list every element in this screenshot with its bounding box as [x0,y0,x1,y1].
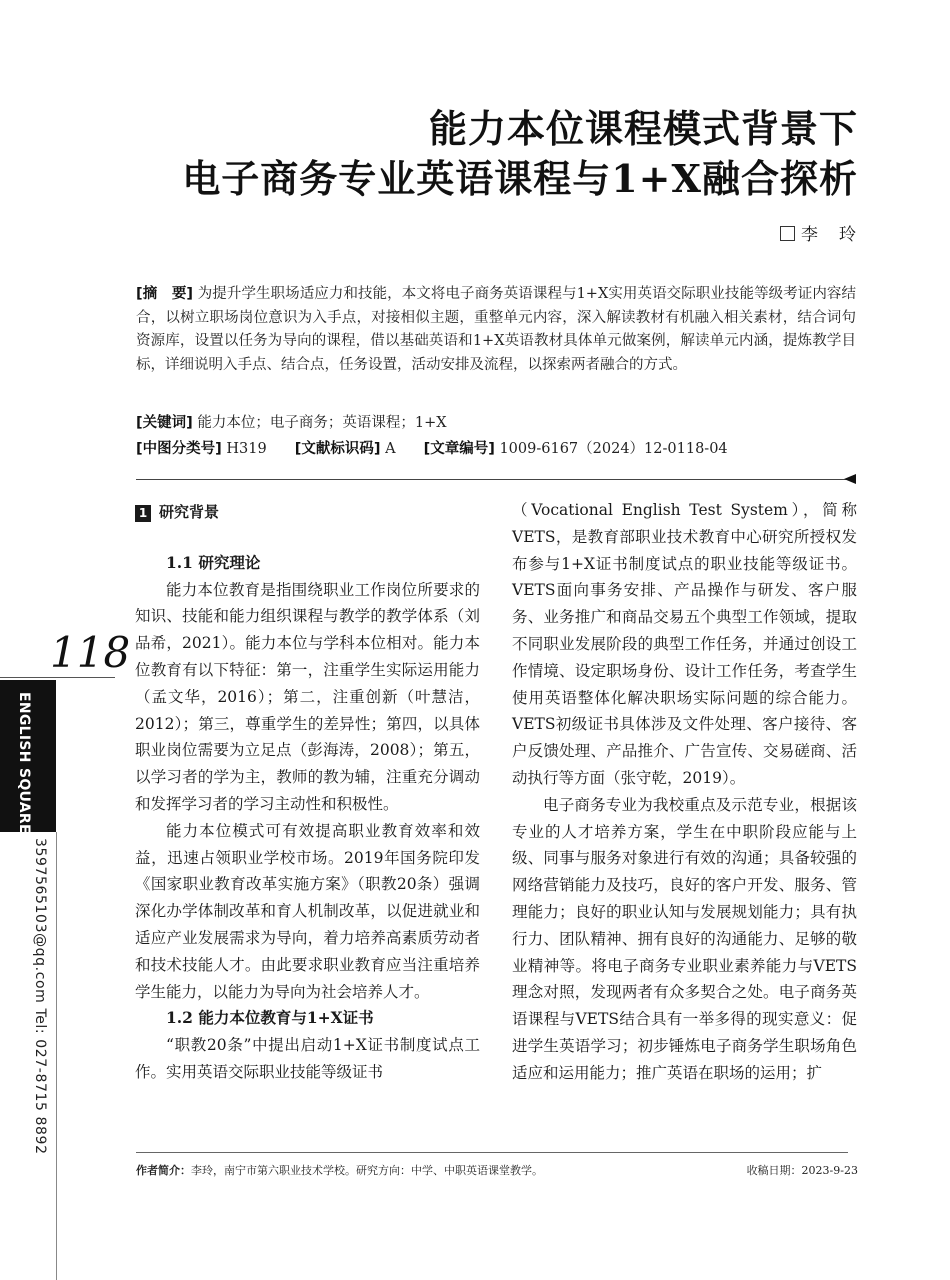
footer [136,1162,858,1178]
doc-code-label: [文献标识码] [294,441,381,457]
section-title: 研究背景 [159,503,220,521]
abstract-label: [摘 要] [136,286,194,302]
received-date: 收稿日期：2023-9-23 [746,1164,858,1177]
section-heading [135,499,480,526]
author-byline [780,220,858,245]
article-number-value: 1009-6167（2024）12-0118-04 [499,441,728,457]
paragraph: 电子商务专业为我校重点及示范专业，根据该专业的人才培养方案，学生在中职阶段应能与上级、同事与服务对象进行有效的沟通；具备较强的网络营销能力及技巧，良好的客户开发、服务、管理能力；良好的职业认知与发展规划能力；具有执行力、团队精神、拥有良好的沟通能力、足够的敬业精神等。将电子商务专业职业素养能力与VETS理念对照，发现两者有众多契合之处。电子商务英语课程与VETS结合具有一举多得的现实意义：促进学生英语学习；初步锤炼电子商务学生职场角色适应和运用能力；推广英语在职场的运用；扩 [512,795,857,1082]
subsection-heading-1-1: 1.1 研究理论 [166,552,261,572]
author-name: 李 玲 [801,225,858,245]
margin-rule [56,832,57,1280]
abstract [136,283,856,377]
journal-contact: 3597565103@qq.com Tel: 027-8715 8892 [32,838,48,1155]
classification-line [136,438,856,462]
paragraph: 能力本位模式可有效提高职业教育效率和效益，迅速占领职业学校市场。2019年国务院印发《国家职业教育改革实施方案》（职教20条）强调深化办学体制改革和育人机制改革，以促进就业和适应产业发展需求为导向，着力培养高素质劳动者和技术技能人才。由此要求职业教育应当注重培养学生能力，以能力为导向为社会培养人才。 [135,821,480,1001]
keywords [136,412,856,436]
article-title-line2: 电子商务专业英语课程与1+X融合探析 [182,156,858,201]
footer-divider [136,1152,848,1153]
keywords-label: [关键词] [136,415,193,431]
square-icon [780,226,795,241]
author-bio: 李玲，南宁市第六职业技术学校。研究方向：中学、中职英语课堂教学。 [191,1164,543,1177]
section-number-badge: 1 [135,505,151,522]
page-number-underline [0,677,115,678]
author-bio-label: 作者简介： [136,1164,191,1177]
article-title-line1: 能力本位课程模式背景下 [428,106,858,151]
journal-name: ENGLISH SQUARE [16,692,32,834]
clc-label: [中图分类号] [136,441,222,457]
doc-code-value: A [385,441,396,457]
paragraph: （Vocational English Test System），简称VETS，是教育部职业技术教育中心研究所授权发布参与1+X证书制度试点的职业技能等级证书。VETS面向事务安排、产品操作与研发、客户服务、业务推广和商品交易五个典型工作领域，提取不同职业发展阶段的典型工作任务，并通过创设工作情境、设定职场身份、设计工作任务，考查学生使用英语整体化解决职场实际问题的综合能力。VETS初级证书具体涉及文件处理、客户接待、客户反馈处理、产品推介、广告宣传、交易磋商、活动执行等方面（张守乾，2019）。 [512,501,857,787]
subsection-heading-1-2: 1.2 能力本位教育与1+X证书 [166,1008,374,1028]
body-column-right [512,497,857,1087]
page-number: 118 [50,628,131,677]
paragraph: “职教20条”中提出启动1+X证书制度试点工作。实用英语交际职业技能等级证书 [135,1036,480,1081]
arrow-left-icon [844,474,856,484]
paragraph: 能力本位教育是指围绕职业工作岗位所要求的知识、技能和能力组织课程与教学的教学体系（刘品希，2021）。能力本位与学科本位相对。能力本位教育有以下特征：第一，注重学生实际运用能力（孟文华，2016）；第二，注重创新（叶慧洁，2012）；第三，尊重学生的差异性；第四，以具体职业岗位需要为立足点（彭海涛，2008）；第五，以学习者的学为主，教师的教为辅，注重充分调动和发挥学习者的学习主动性和积极性。 [135,580,480,813]
article-number-label: [文章编号] [423,441,495,457]
abstract-text: 为提升学生职场适应力和技能，本文将电子商务英语课程与1+X实用英语交际职业技能等级考证内容结合，以树立职场岗位意识为入手点，对接相似主题，重整单元内容，深入解读教材有机融入相关素材，结合词句资源库，设置以任务为导向的课程，借以基础英语和1+X英语教材具体单元做案例，解读单元内涵，提炼教学目标，详细说明入手点、结合点，任务设置，活动安排及流程，以探索两者融合的方式。 [136,286,856,373]
clc-value: H319 [226,441,267,457]
body-column-left [135,497,480,1086]
header-divider [136,479,848,480]
keywords-text: 能力本位；电子商务；英语课程；1+X [197,415,447,431]
